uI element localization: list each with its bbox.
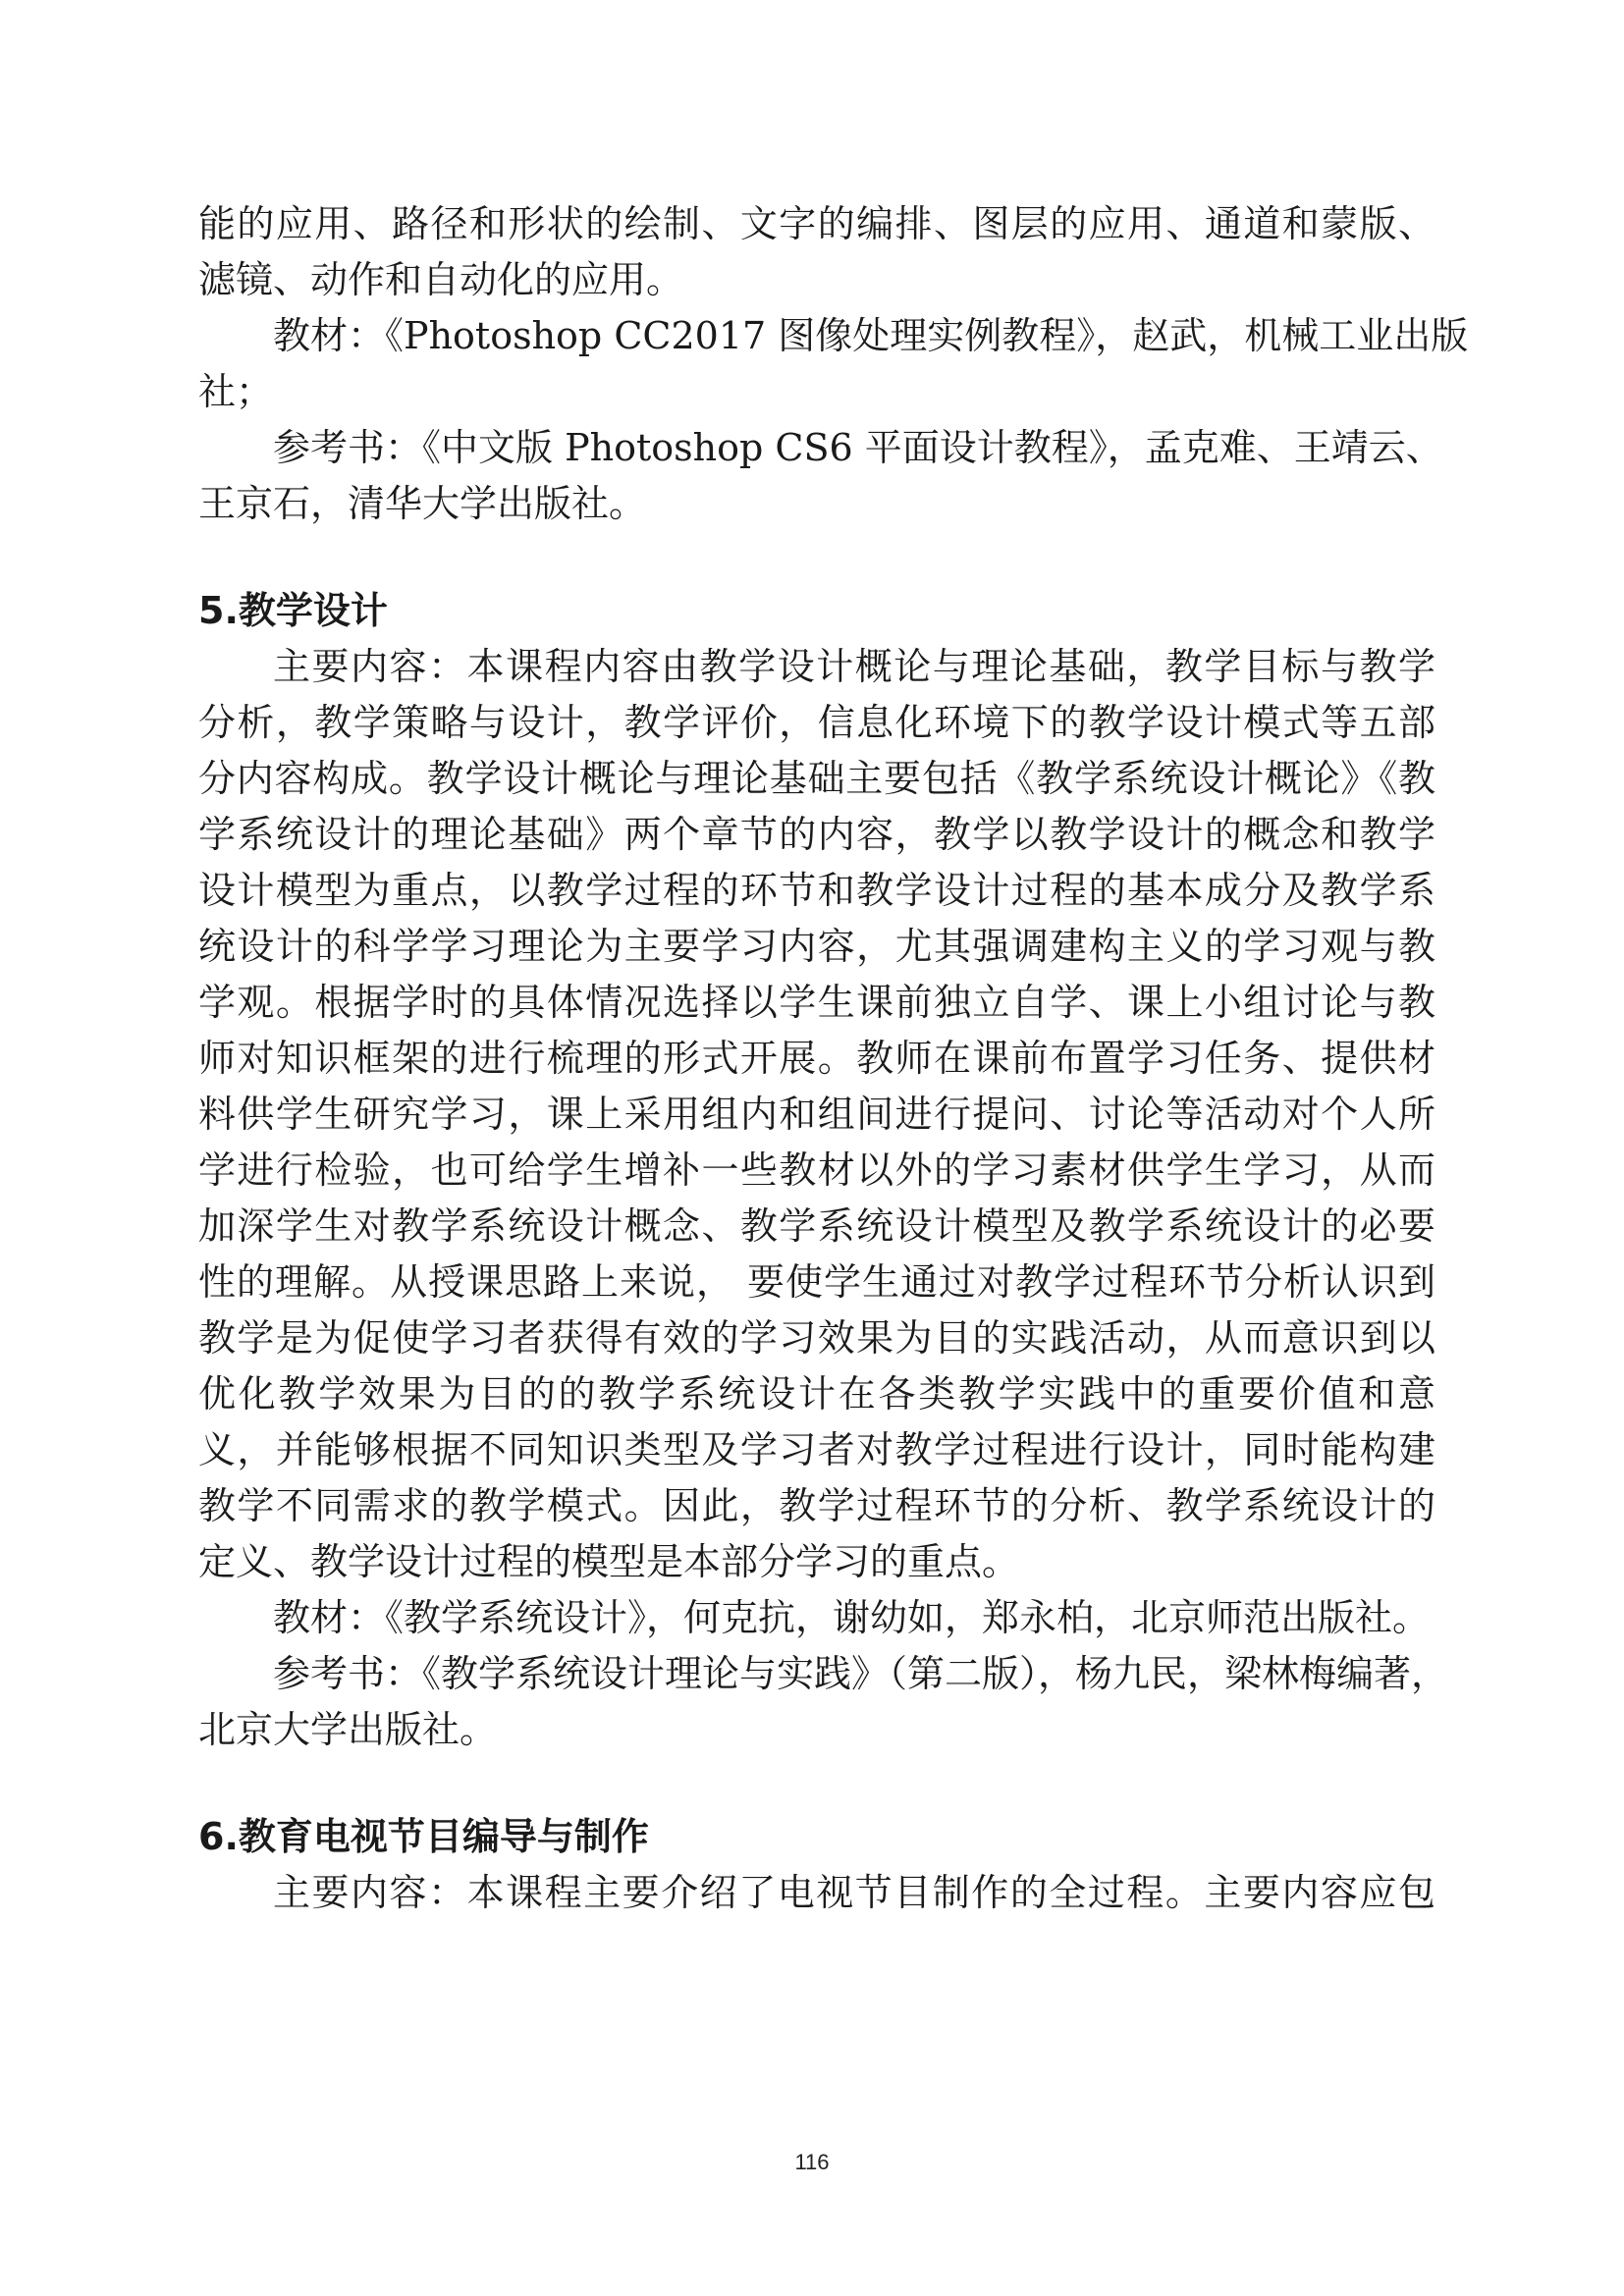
text-line: 设计模型为重点，以教学过程的环节和教学设计过程的基本成分及教学系 <box>198 869 1435 912</box>
text-line: 王京石，清华大学出版社。 <box>198 482 647 525</box>
text-line: 参考书：《中文版 Photoshop CS6 平面设计教程》，孟克难、王靖云、 <box>273 426 1443 469</box>
text-line: 定义、教学设计过程的模型是本部分学习的重点。 <box>198 1540 1020 1583</box>
text-line: 学进行检验，也可给学生增补一些教材以外的学习素材供学生学习，从而 <box>198 1148 1435 1192</box>
text-line: 加深学生对教学系统设计概念、教学系统设计模型及教学系统设计的必要 <box>198 1204 1435 1248</box>
text-line: 教材：《Photoshop CC2017 图像处理实例教程》，赵武，机械工业出版 <box>273 314 1469 357</box>
text-line: 义，并能够根据不同知识类型及学习者对教学过程进行设计，同时能构建 <box>198 1428 1435 1471</box>
section-5-content <box>198 639 1435 1590</box>
text-line: 分内容构成。教学设计概论与理论基础主要包括《教学系统设计概论》《教 <box>198 757 1435 800</box>
text-line: 师对知识框架的进行梳理的形式开展。教师在课前布置学习任务、提供材 <box>198 1037 1435 1080</box>
text-line: 社； <box>198 370 274 413</box>
text-line: 滤镜、动作和自动化的应用。 <box>198 258 684 301</box>
text-line: 料供学生研究学习，课上采用组内和组间进行提问、讨论等活动对个人所 <box>198 1093 1435 1136</box>
text-line: 教学不同需求的教学模式。因此，教学过程环节的分析、教学系统设计的 <box>198 1484 1435 1527</box>
document-body <box>198 196 1469 1921</box>
text-line: 主要内容：本课程主要介绍了电视节目制作的全过程。主要内容应包 <box>273 1871 1435 1914</box>
intro-paragraph <box>198 196 1435 308</box>
text-line: 参考书：《教学系统设计理论与实践》（第二版），杨九民，梁林梅编著， <box>273 1652 1449 1695</box>
intro-reference <box>198 420 1443 532</box>
text-line: 优化教学效果为目的的教学系统设计在各类教学实践中的重要价值和意 <box>198 1372 1435 1415</box>
section-5-heading: 5.教学设计 <box>198 589 388 632</box>
section-5-reference <box>198 1646 1449 1758</box>
text-line: 统设计的科学学习理论为主要学习内容，尤其强调建构主义的学习观与教 <box>198 925 1435 968</box>
text-line: 性的理解。从授课思路上来说， 要使学生通过对教学过程环节分析认识到 <box>198 1260 1435 1304</box>
text-line: 主要内容：本课程内容由教学设计概论与理论基础，教学目标与教学 <box>273 645 1435 688</box>
text-line: 教学是为促使学习者获得有效的学习效果为目的实践活动，从而意识到以 <box>198 1316 1435 1360</box>
text-line: 教材：《教学系统设计》，何克抗，谢幼如，郑永柏，北京师范出版社。 <box>273 1596 1431 1639</box>
text-line: 学系统设计的理论基础》两个章节的内容，教学以教学设计的概念和教学 <box>198 813 1435 856</box>
section-6-heading: 6.教育电视节目编导与制作 <box>198 1815 649 1858</box>
page-number: 116 <box>794 2150 830 2174</box>
section-5-textbook <box>198 1590 1435 1646</box>
text-line: 学观。根据学时的具体情况选择以学生课前独立自学、课上小组讨论与教 <box>198 981 1435 1024</box>
text-line: 分析，教学策略与设计，教学评价，信息化环境下的教学设计模式等五部 <box>198 701 1435 744</box>
section-6-content <box>198 1865 1435 1921</box>
intro-textbook <box>198 308 1469 420</box>
text-line: 北京大学出版社。 <box>198 1708 498 1751</box>
text-line: 能的应用、路径和形状的绘制、文字的编排、图层的应用、通道和蒙版、 <box>198 202 1435 245</box>
